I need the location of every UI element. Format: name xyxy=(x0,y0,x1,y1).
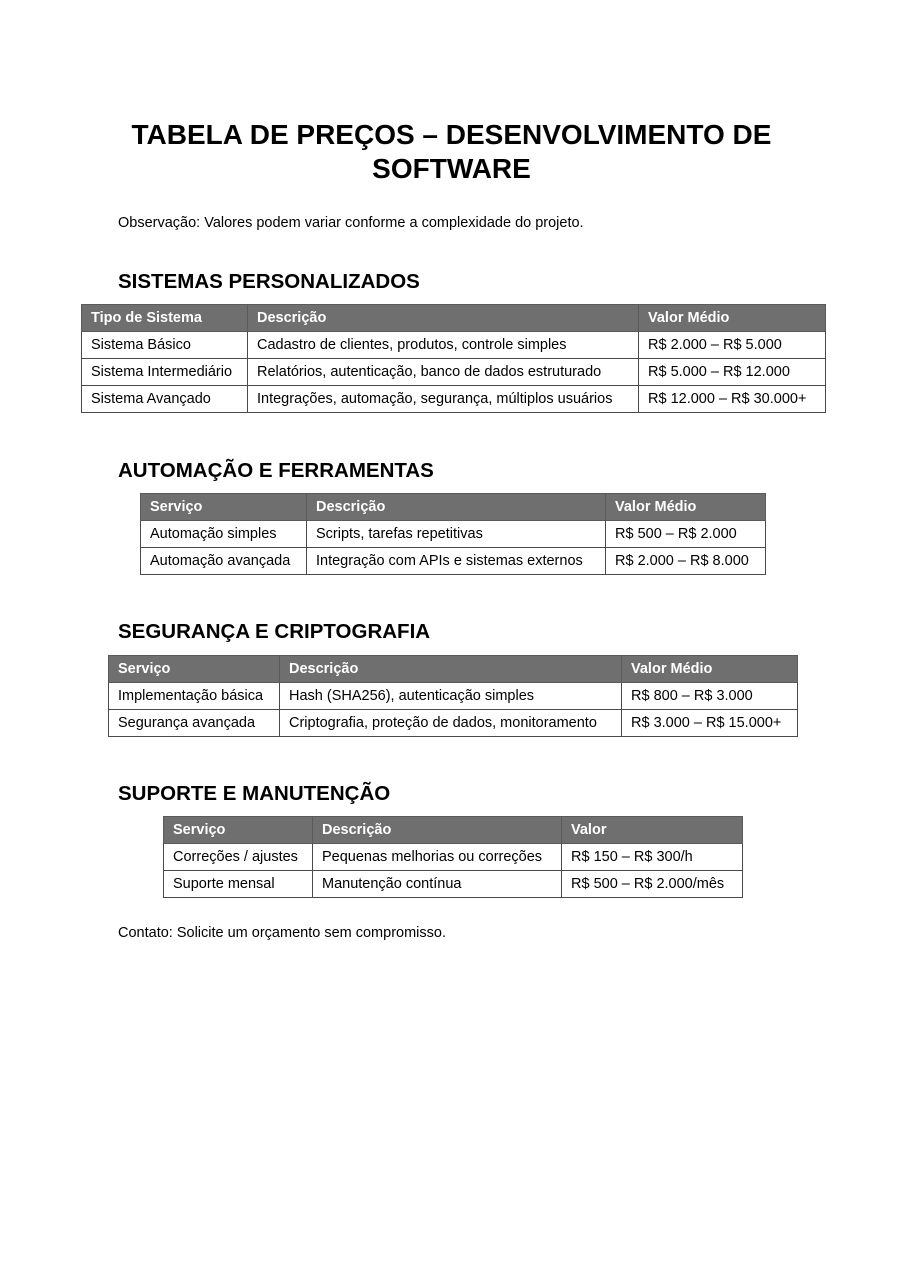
table-cell: Criptografia, proteção de dados, monitoramento xyxy=(280,710,622,737)
table-header-row xyxy=(164,817,743,844)
table-cell: Integração com APIs e sistemas externos xyxy=(307,548,606,575)
section-heading-sistemas: SISTEMAS PERSONALIZADOS xyxy=(118,270,420,293)
column-header: Serviço xyxy=(164,817,313,844)
table-row xyxy=(164,871,743,898)
table-cell: Sistema Avançado xyxy=(82,386,248,413)
table-cell: Cadastro de clientes, produtos, controle simples xyxy=(248,332,639,359)
table-seguranca xyxy=(108,655,798,737)
table-cell: Automação avançada xyxy=(141,548,307,575)
table-cell: Correções / ajustes xyxy=(164,844,313,871)
table-cell: R$ 150 – R$ 300/h xyxy=(562,844,743,871)
column-header: Valor Médio xyxy=(622,656,798,683)
page-title-line-1: TABELA DE PREÇOS – DESENVOLVIMENTO DE xyxy=(131,119,772,150)
section-heading-automacao: AUTOMAÇÃO E FERRAMENTAS xyxy=(118,459,434,482)
table-cell: Sistema Básico xyxy=(82,332,248,359)
table-cell: R$ 800 – R$ 3.000 xyxy=(622,683,798,710)
contact-note: Contato: Solicite um orçamento sem compromisso. xyxy=(118,925,446,941)
table-row xyxy=(109,683,798,710)
column-header: Tipo de Sistema xyxy=(82,305,248,332)
column-header: Descrição xyxy=(307,494,606,521)
table-row xyxy=(82,332,826,359)
table-cell: R$ 12.000 – R$ 30.000+ xyxy=(639,386,826,413)
column-header: Descrição xyxy=(313,817,562,844)
section-heading-seguranca: SEGURANÇA E CRIPTOGRAFIA xyxy=(118,620,431,643)
table-header-row xyxy=(109,656,798,683)
table-header-row xyxy=(82,305,826,332)
table-cell: R$ 3.000 – R$ 15.000+ xyxy=(622,710,798,737)
table-cell: R$ 5.000 – R$ 12.000 xyxy=(639,359,826,386)
column-header: Serviço xyxy=(109,656,280,683)
section-heading-suporte: SUPORTE E MANUTENÇÃO xyxy=(118,782,391,805)
column-header: Descrição xyxy=(248,305,639,332)
table-row xyxy=(141,548,766,575)
page-title xyxy=(0,118,903,186)
table-cell: Automação simples xyxy=(141,521,307,548)
table-suporte xyxy=(163,816,743,898)
table-cell: Sistema Intermediário xyxy=(82,359,248,386)
table-cell: Scripts, tarefas repetitivas xyxy=(307,521,606,548)
table-cell: R$ 500 – R$ 2.000 xyxy=(606,521,766,548)
column-header: Valor Médio xyxy=(606,494,766,521)
table-cell: Suporte mensal xyxy=(164,871,313,898)
column-header: Valor Médio xyxy=(639,305,826,332)
table-cell: Implementação básica xyxy=(109,683,280,710)
table-cell: Hash (SHA256), autenticação simples xyxy=(280,683,622,710)
table-row xyxy=(164,844,743,871)
table-cell: Manutenção contínua xyxy=(313,871,562,898)
table-cell: R$ 2.000 – R$ 8.000 xyxy=(606,548,766,575)
column-header: Valor xyxy=(562,817,743,844)
table-cell: Integrações, automação, segurança, múltiplos usuários xyxy=(248,386,639,413)
column-header: Descrição xyxy=(280,656,622,683)
table-cell: R$ 500 – R$ 2.000/mês xyxy=(562,871,743,898)
table-cell: Segurança avançada xyxy=(109,710,280,737)
pricing-note: Observação: Valores podem variar conforme a complexidade do projeto. xyxy=(118,215,584,231)
page-title-line-2: SOFTWARE xyxy=(372,153,531,184)
table-header-row xyxy=(141,494,766,521)
table-row xyxy=(82,386,826,413)
table-cell: Pequenas melhorias ou correções xyxy=(313,844,562,871)
table-sistemas xyxy=(81,304,826,413)
table-automacao xyxy=(140,493,766,575)
table-row xyxy=(141,521,766,548)
table-row xyxy=(109,710,798,737)
table-row xyxy=(82,359,826,386)
column-header: Serviço xyxy=(141,494,307,521)
table-cell: R$ 2.000 – R$ 5.000 xyxy=(639,332,826,359)
table-cell: Relatórios, autenticação, banco de dados estruturado xyxy=(248,359,639,386)
